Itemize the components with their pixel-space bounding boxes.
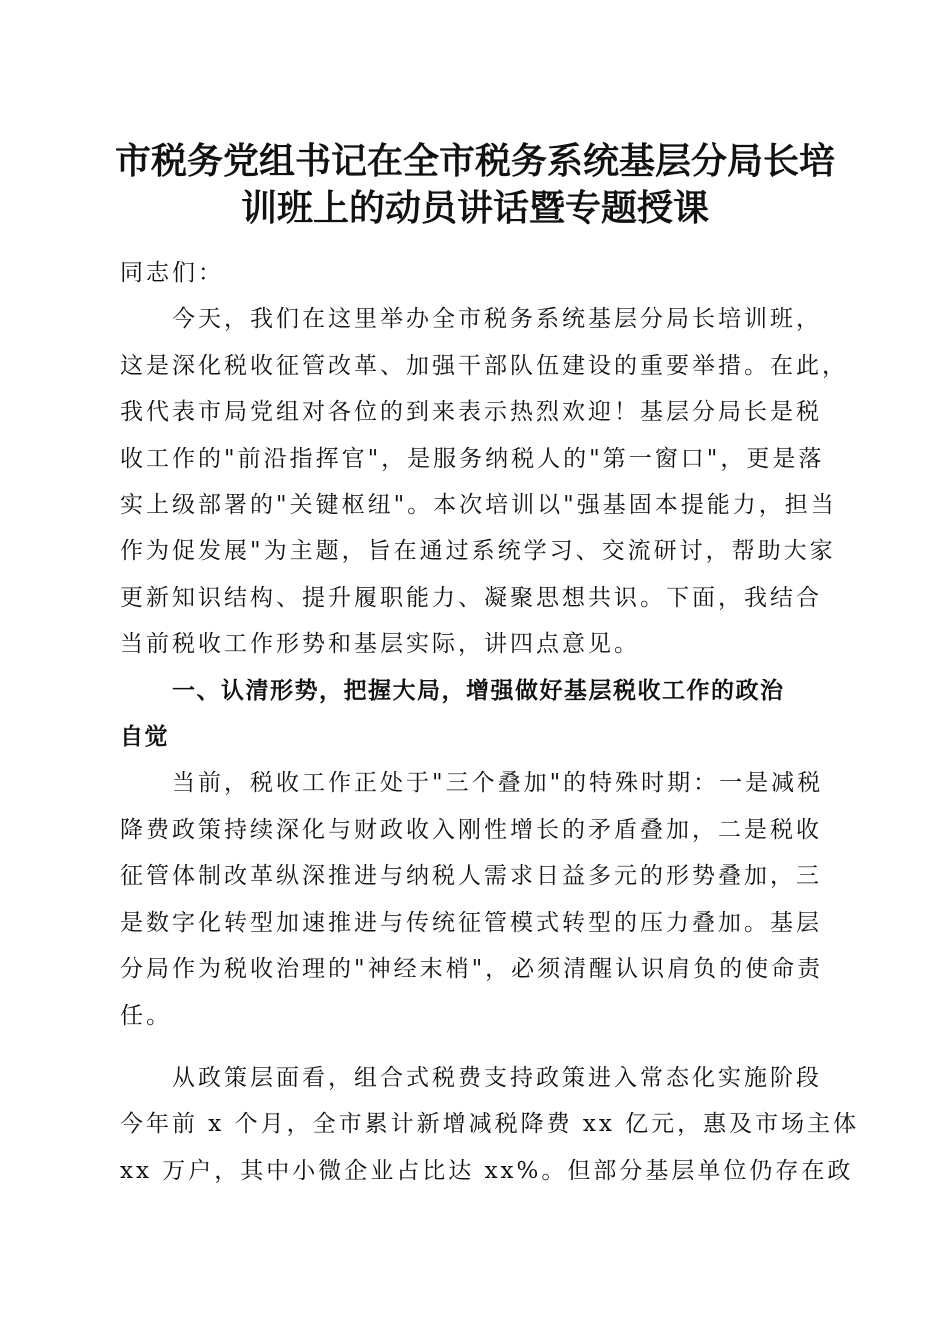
document-body (120, 250, 860, 1194)
title-line: 训班上的动员讲话暨专题授课 (240, 187, 709, 229)
text-line: 降费政策持续深化与财政收入刚性增长的矛盾叠加，二是税收 (120, 816, 822, 843)
paragraph-policy (120, 1055, 860, 1194)
text-line: 任。 (120, 1002, 172, 1029)
text-line: 从政策层面看，组合式税费支持政策进入常态化实施阶段 (172, 1064, 822, 1091)
text-line: 今天，我们在这里举办全市税务系统基层分局长培训班， (172, 306, 822, 333)
text-line: 更新知识结构、提升履职能力、凝聚思想共识。下面，我结合 (120, 584, 822, 611)
text-line: 分局作为税收治理的"神经末梢"，必须清醒认识肩负的使命责 (120, 956, 824, 983)
text-line: xx 万户，其中小微企业占比达 xx%。但部分基层单位仍存在政 (120, 1157, 854, 1184)
paragraph-gap (120, 1039, 840, 1055)
text-line: 今年前 x 个月，全市累计新增减税降费 xx 亿元，惠及市场主体 (120, 1111, 860, 1138)
text-line: 我代表市局党组对各位的到来表示热烈欢迎！基层分局长是税 (120, 399, 822, 426)
text-line: 当前税收工作形势和基层实际，讲四点意见。 (120, 631, 640, 658)
paragraph-situation (120, 760, 840, 1038)
text-line: 这是深化税收征管改革、加强干部队伍建设的重要举措。在此， (120, 352, 848, 379)
title-line: 市税务党组书记在全市税务系统基层分局长培 (114, 140, 835, 182)
paragraph-opening (120, 296, 848, 667)
salutation-text: 同志们： (120, 260, 224, 286)
text-line: 当前，税收工作正处于"三个叠加"的特殊时期：一是减税 (172, 770, 824, 797)
heading-line: 自觉 (120, 724, 169, 751)
text-line: 作为促发展"为主题，旨在通过系统学习、交流研讨，帮助大家 (120, 538, 836, 565)
text-line: 是数字化转型加速推进与传统征管模式转型的压力叠加。基层 (120, 909, 822, 936)
section-heading-1 (120, 668, 840, 761)
text-line: 实上级部署的"关键枢纽"。本次培训以"强基固本提能力，担当 (120, 492, 837, 519)
text-line: 征管体制改革纵深推进与纳税人需求日益多元的形势叠加，三 (120, 863, 822, 890)
salutation (120, 250, 840, 296)
document-title (100, 138, 850, 232)
heading-line: 一、认清形势，把握大局，增强做好基层税收工作的政治 (172, 677, 785, 704)
text-line: 收工作的"前沿指挥官"，是服务纳税人的"第一窗口"，更是落 (120, 445, 825, 472)
